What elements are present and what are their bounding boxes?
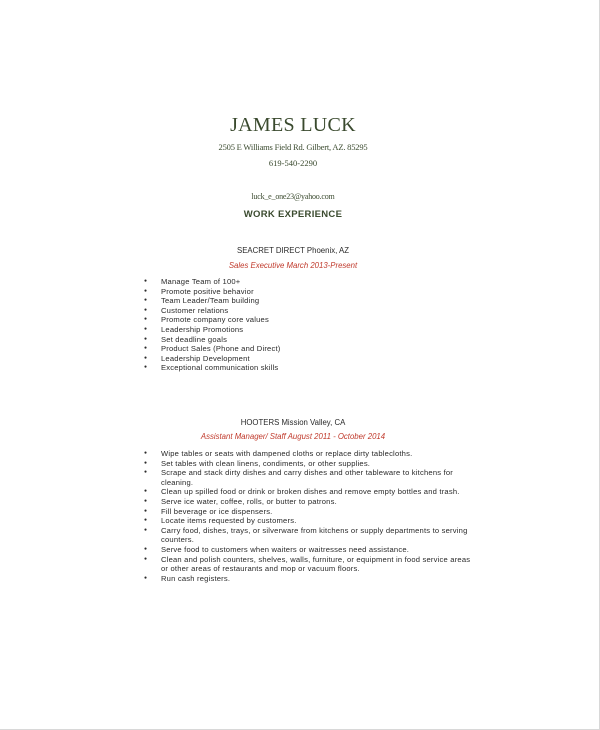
duty-item: ● Promote company core values	[144, 315, 474, 325]
job-role: Assistant Manager/ Staff August 2011 - October 2014	[200, 432, 386, 441]
duty-item: ● Set deadline goals	[144, 335, 474, 345]
duty-item: ● Manage Team of 100+	[144, 277, 474, 287]
duty-item: ● Fill beverage or ice dispensers.	[144, 507, 474, 517]
resume-name: JAMES LUCK	[230, 114, 356, 136]
duty-item: ● Product Sales (Phone and Direct)	[144, 344, 474, 354]
duty-item: ● Leadership Development	[144, 354, 474, 364]
duty-item: ● Exceptional communication skills	[144, 363, 474, 373]
duty-item: ● Run cash registers.	[144, 574, 474, 584]
section-title-work-experience: WORK EXPERIENCE	[243, 209, 343, 220]
job-company: HOOTERS Mission Valley, CA	[240, 418, 346, 427]
duty-item: ● Wipe tables or seats with dampened cloths or replace dirty tablecloths.	[144, 449, 474, 459]
duty-item: ● Customer relations	[144, 306, 474, 316]
duty-item: ● Scrape and stack dirty dishes and carry dishes and other tableware to kitchens for cleaning.	[144, 468, 474, 487]
contact-phone: 619-540-2290	[268, 158, 318, 168]
job-duties-list	[144, 277, 474, 373]
job-role: Sales Executive March 2013-Present	[228, 261, 358, 270]
duty-item: ● Locate items requested by customers.	[144, 516, 474, 526]
duty-item: ● Team Leader/Team building	[144, 296, 474, 306]
job-company: SEACRET DIRECT Phoenix, AZ	[237, 246, 349, 255]
duty-item: ● Serve ice water, coffee, rolls, or butter to patrons.	[144, 497, 474, 507]
contact-email: luck_e_one23@yahoo.com	[251, 192, 335, 201]
duty-item: ● Set tables with clean linens, condiments, or other supplies.	[144, 459, 474, 469]
job-duties-list	[144, 449, 474, 583]
duty-item: ● Clean up spilled food or drink or broken dishes and remove empty bottles and trash.	[144, 487, 474, 497]
duty-item: ● Leadership Promotions	[144, 325, 474, 335]
duty-item: ● Carry food, dishes, trays, or silverware from kitchens or supply departments to serving counters.	[144, 526, 474, 545]
duty-item: ● Clean and polish counters, shelves, walls, furniture, or equipment in food service areas or other areas of restaurants and mop or vacuum floors.	[144, 555, 474, 574]
contact-address: 2505 E Williams Field Rd. Gilbert, AZ. 85295	[218, 142, 368, 152]
duty-item: ● Serve food to customers when waiters or waitresses need assistance.	[144, 545, 474, 555]
duty-item: ● Promote positive behavior	[144, 287, 474, 297]
